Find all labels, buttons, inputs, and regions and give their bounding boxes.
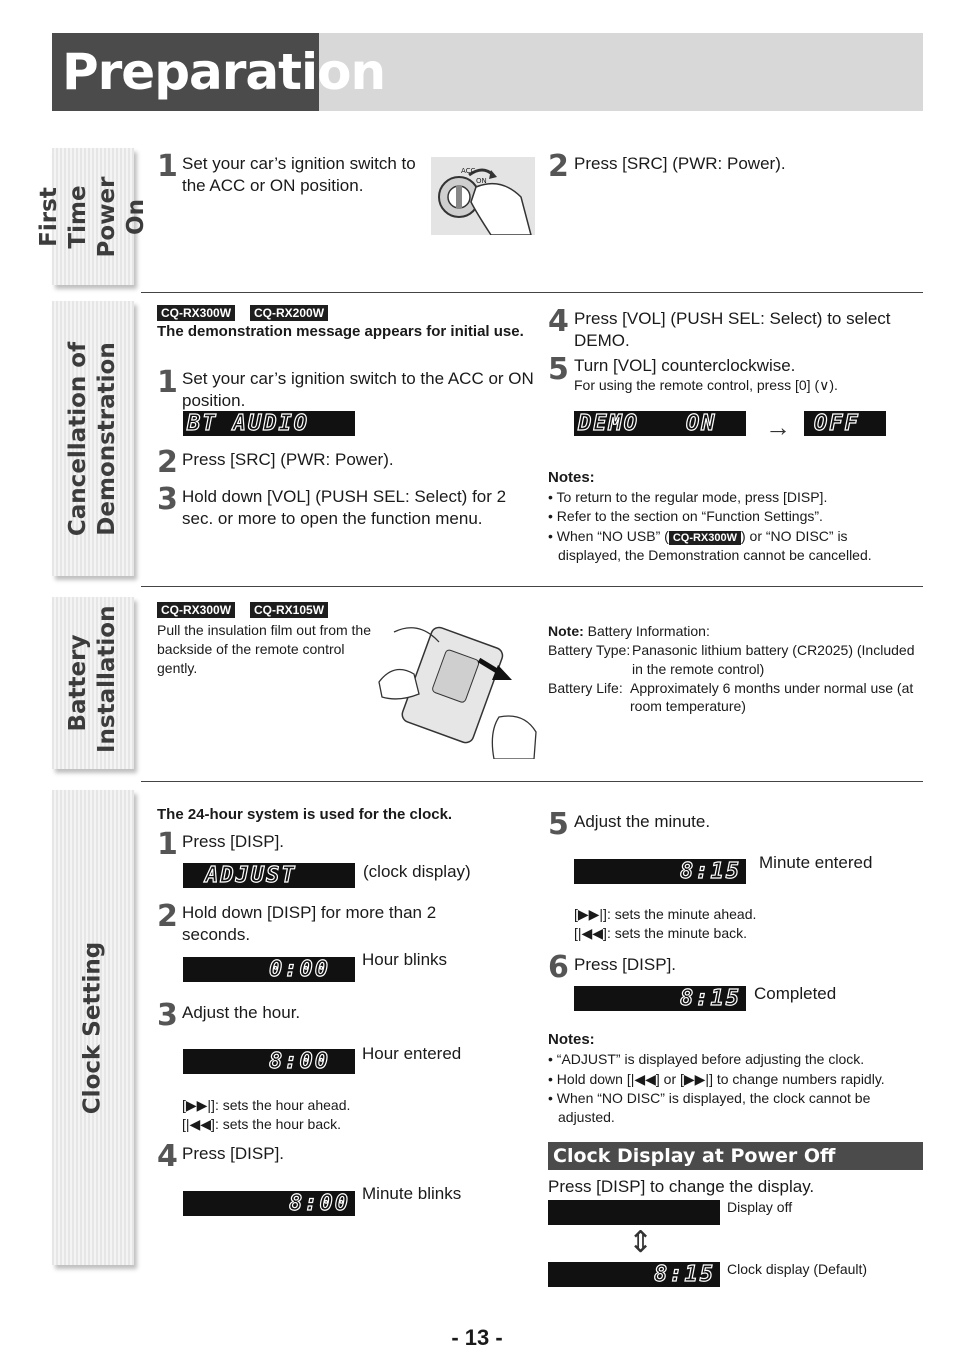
lcd-text: 8:00 [269,1049,330,1074]
battery-life-value: Approximately 6 months under normal use (at [630,680,914,696]
ignition-illustration [431,157,535,235]
step-text: Adjust the hour. [182,1003,301,1022]
lcd-display [183,1191,355,1216]
battery-text: Pull the insulation film out from the backside of the remote control gently. [157,622,371,676]
step-text: Press [VOL] (PUSH SEL: Select) to select DEMO. [574,309,891,350]
tab-cancellation [52,301,134,576]
step-number: 4 [548,304,569,339]
step-number: 1 [157,827,178,862]
battery-illustration [374,622,539,759]
lcd-display [183,863,355,888]
lcd-display-off [548,1200,720,1225]
page-title: Preparation [52,33,319,111]
step-number: 6 [548,950,569,985]
step-text: Hold down [VOL] (PUSH SEL: Select) for 2 sec. or more to open the function menu. [182,487,507,528]
step-number: 1 [157,149,178,184]
lcd-text: 8:15 [654,1262,715,1287]
lcd-caption: Hour entered [362,1044,462,1063]
lcd-display [574,859,746,884]
step-text: Turn [VOL] counterclockwise. [574,356,796,375]
note-item: • “ADJUST” is displayed before adjusting the clock. [548,1051,865,1067]
lcd-display [183,411,355,436]
step-number: 4 [157,1139,178,1174]
intro-text: The 24-hour system is used for the clock. [157,806,453,823]
step-text: Press [DISP]. [182,832,285,851]
step-number: 2 [548,149,569,184]
lcd-caption: Display off [727,1199,793,1215]
section-divider [141,292,923,293]
step-text: Press [SRC] (PWR: Power). [574,154,786,173]
up-down-arrow-icon: ⇕ [628,1226,654,1259]
step-text: Adjust the minute. [574,812,711,831]
lcd-text: 8:15 [680,986,741,1011]
lcd-display-demo-on [574,411,746,436]
lcd-display [574,986,746,1011]
tab-battery-label: Battery Installation [65,605,120,753]
step-number: 3 [157,482,178,517]
step-text: Press [DISP]. [182,1144,285,1163]
arrow-right-icon: → [765,412,791,442]
lcd-caption: Minute blinks [362,1184,462,1203]
lcd-display [183,1049,355,1074]
lcd-text: ADJUST [205,863,297,888]
lcd-caption: Hour blinks [362,950,448,969]
notes-title: Notes: [548,1031,595,1048]
battery-type-value: in the remote control) [632,661,765,677]
tab-cancellation-label: Cancellation of Demonstration [65,341,120,536]
model-badge: CQ-RX300W [157,602,235,618]
section-divider [141,586,923,587]
key-hint: [▶▶|]: sets the hour ahead. [182,1097,351,1113]
model-badge: CQ-RX200W [250,305,328,321]
model-badge: CQ-RX105W [250,602,328,618]
step-subtext: For using the remote control, press [0] (∨). [574,377,838,393]
tab-first-time-label: First Time Power On [36,176,149,257]
page-number: - 13 - [451,1325,503,1350]
lcd-caption: Minute entered [759,853,873,872]
step-number: 2 [157,445,178,480]
lcd-text: DEMO [578,411,639,436]
battery-type-value: Panasonic lithium battery (CR2025) (Included [632,642,915,658]
step-number: 2 [157,899,178,934]
lcd-display-off [804,411,886,436]
lcd-text: 8:15 [680,859,741,884]
note-item: • Refer to the section on “Function Settings”. [548,508,823,524]
battery-type-label: Battery Type: [548,642,631,658]
key-hint: [|◀◀]: sets the hour back. [182,1116,342,1132]
lcd-caption: Clock display (Default) [727,1261,868,1277]
section-divider [141,781,923,782]
tab-battery [52,597,134,769]
section-heading: Clock Display at Power Off [548,1142,923,1170]
lcd-text: 0:00 [269,957,330,982]
intro-text: The demonstration message appears for initial use. [157,323,524,340]
svg-text:ON: ON [476,177,487,185]
note-text: • When “NO USB” ( [548,528,669,544]
step-number: 5 [548,352,569,387]
tab-clock [52,790,134,1265]
lcd-caption: Completed [754,984,837,1003]
note-item [548,527,928,546]
lcd-text: ON [686,411,717,436]
lcd-caption: (clock display) [363,862,471,881]
note-text: Battery Information: [587,623,710,639]
step-number: 3 [157,998,178,1033]
power-off-text: Press [DISP] to change the display. [548,1177,815,1196]
note-label: Note: [548,623,584,639]
lcd-display [183,957,355,982]
model-badge: CQ-RX300W [669,531,741,545]
note-item: displayed, the Demonstration cannot be cancelled. [558,547,872,563]
battery-life-value: room temperature) [630,698,746,714]
step-text: Press [SRC] (PWR: Power). [182,450,394,469]
step-text: Set your car’s ignition switch to the ACC or ON position. [182,154,416,195]
note-item: • Hold down [|◀◀] or [▶▶|] to change numbers rapidly. [548,1071,885,1087]
battery-note [548,622,918,641]
step-text: Set your car’s ignition switch to the ACC or ON position. [182,369,534,410]
key-hint: [▶▶|]: sets the minute ahead. [574,906,757,922]
note-text: ) or “NO DISC” is [741,528,848,544]
lcd-display [548,1262,720,1287]
battery-life-label: Battery Life: [548,680,623,696]
lcd-text: BT AUDIO [187,411,309,436]
key-hint: [|◀◀]: sets the minute back. [574,925,748,941]
svg-text:ACC: ACC [461,167,476,175]
note-item: • When “NO DISC” is displayed, the clock cannot be adjusted. [548,1090,871,1125]
lcd-text: OFF [814,411,860,436]
notes-title: Notes: [548,469,595,486]
tab-first-time [36,148,149,285]
step-number: 5 [548,807,569,842]
step-number: 1 [157,365,178,400]
model-badge: CQ-RX300W [157,305,235,321]
note-item: • To return to the regular mode, press [DISP]. [548,489,828,505]
step-text: Press [DISP]. [574,955,677,974]
step-text: Hold down [DISP] for more than 2 seconds. [182,903,437,944]
lcd-text: 8:00 [289,1191,350,1216]
tab-clock-label: Clock Setting [79,941,106,1114]
